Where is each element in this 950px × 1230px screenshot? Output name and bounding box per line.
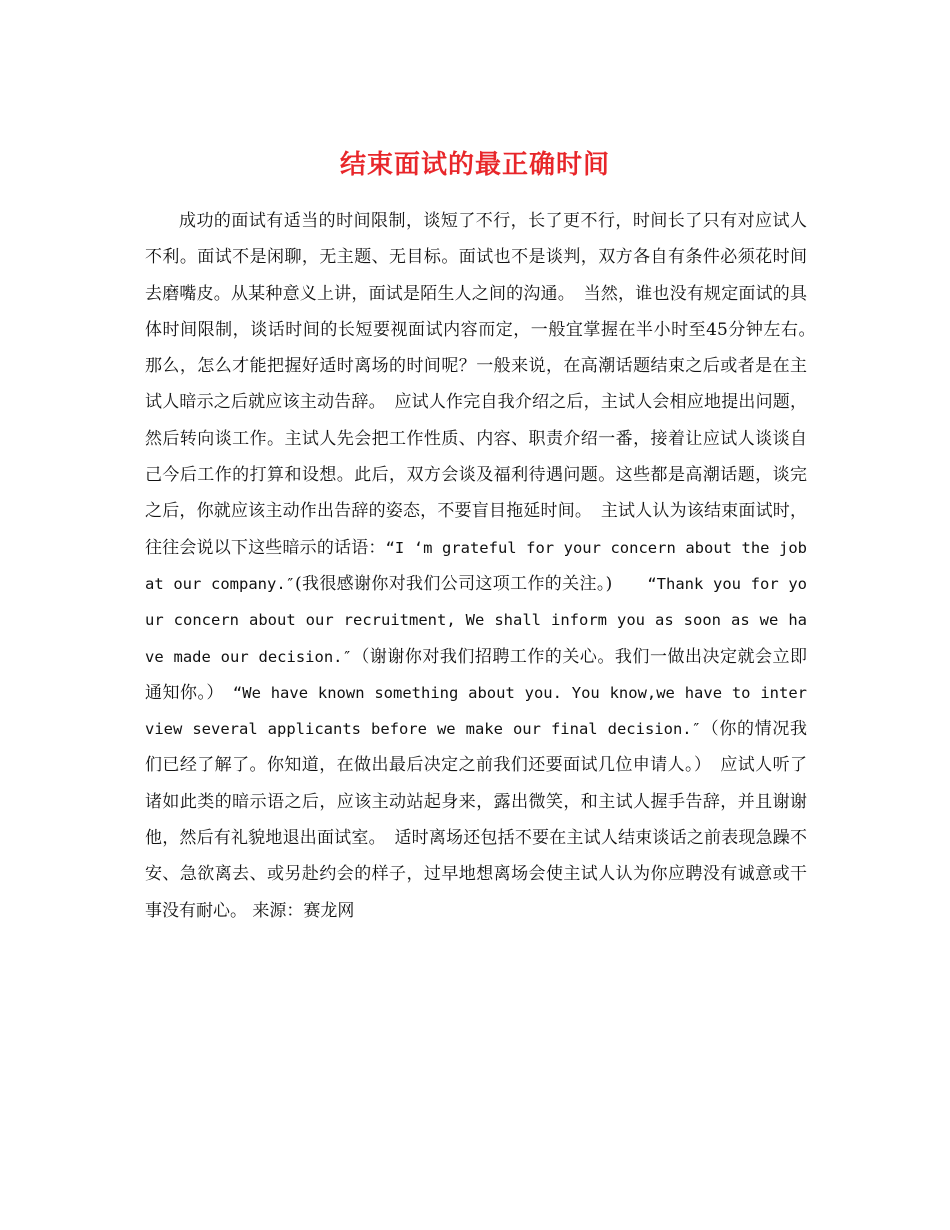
text-segment: 成功的面试有适当的时间限制，谈短了不行，长了更不行，时间长了只有对应试人不利。面试不是闲聊，无主题、无目标。面试也不是谈判，双方各自有条件必须花时间去磨嘴皮。从某种意义上讲，面试是陌生人之间的沟通。 当然，谁也没有规定面试的具体时间限制，谈话时间的长短要视面试内容而定，一般宜掌握在半小时至45分钟左右。 那么，怎么才能把握好适时离场的时间呢？一般来说，在高潮话题结束之后或者是在主试人暗示之后就应该主动告辞。 应试人作完自我介绍之后，主试人会相应地提出问题，然后转向谈工作。主试人先会把工作性质、内容、职责介绍一番，接着让应试人谈谈自己今后工作的打算和设想。此后，双方会谈及福利待遇问题。这些都是高潮话题，谈完之后，你就应该主动作出告辞的姿态，不要盲目拖延时间。 主试人认为该结束面试时，往往会说以下这些暗示的话语： — [145, 211, 824, 558]
text-segment: (我很感谢你对我们公司这项工作的关注。) — [295, 573, 648, 594]
english-quote: “We have known something about you. You know,we have to interview several applicants before we make our final decision.″ — [145, 683, 807, 739]
english-quote: “I ‘m grateful for your concern about the job at our company.″ — [145, 538, 808, 593]
english-quote: “Thank you for your concern about our recruitment, We shall inform you as soon as we have made our decision.″ — [145, 574, 807, 666]
body-paragraph — [145, 203, 824, 929]
text-segment: （谢谢你对我们招聘工作的关心。我们一做出决定就会立即通知你。） — [145, 646, 807, 703]
text-segment: （你的情况我们已经了解了。你知道，在做出最后决定之前我们还要面试几位申请人。） 应试人听了诸如此类的暗示语之后，应该主动站起身来，露出微笑，和主试人握手告辞，并且谢谢他，然后有礼貌地退出面试室。 适时离场还包括不要在主试人结束谈话之前表现急躁不安、急欲离去、或另赴约会的样子，过早地想离场会使主试人认为你应聘没有诚意或干事没有耐心。 来源：赛龙网 — [145, 719, 808, 921]
document-body — [145, 203, 824, 929]
document-title: 结束面试的最正确时间 — [339, 150, 610, 181]
